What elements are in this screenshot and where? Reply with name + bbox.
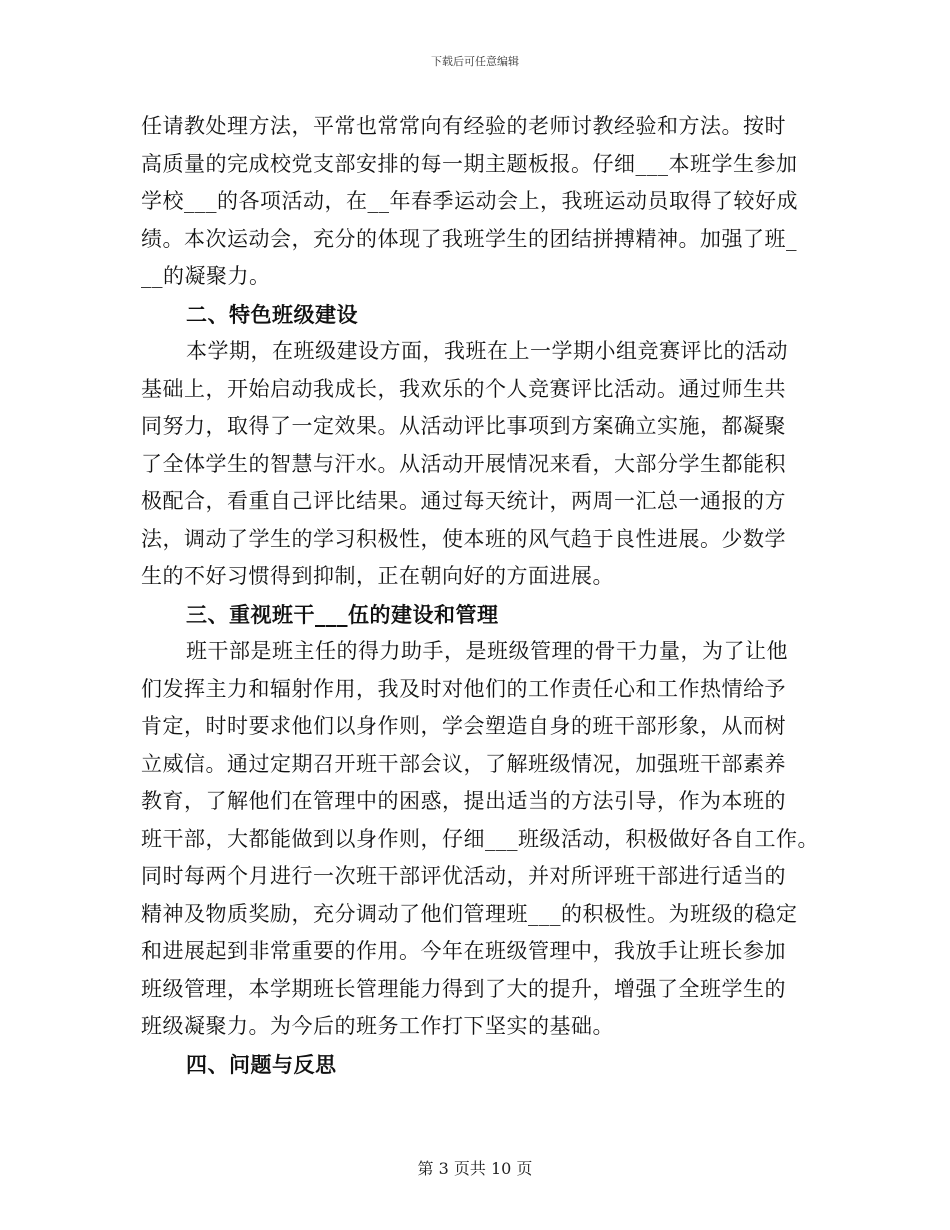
paragraph-line: 了全体学生的智慧与汗水。从活动开展情况来看，大部分学生都能积 xyxy=(141,451,786,476)
page-header: 下载后可任意编辑 xyxy=(431,55,519,68)
document-body xyxy=(141,108,821,1083)
paragraph-line: 们发挥主力和辐射作用，我及时对他们的工作责任心和工作热情给予 xyxy=(141,676,786,701)
paragraph-line: 基础上，开始启动我成长，我欢乐的个人竞赛评比活动。通过师生共 xyxy=(141,376,786,401)
paragraph-line: 同努力，取得了一定效果。从活动评比事项到方案确立实施，都凝聚 xyxy=(141,414,786,438)
paragraph-line: __的凝聚力。 xyxy=(141,264,271,288)
page-number: 第 3 页共 10 页 xyxy=(417,1159,533,1178)
paragraph-line: 高质量的完成校党支部安排的每一期主题板报。仔细___本班学生参加 xyxy=(141,151,798,176)
paragraph-line: 法，调动了学生的学习积极性，使本班的风气趋于良性进展。少数学 xyxy=(141,526,786,551)
paragraph-line: 同时每两个月进行一次班干部评优活动，并对所评班干部进行适当的 xyxy=(141,864,786,888)
section-heading: 三、重视班干___伍的建设和管理 xyxy=(186,601,499,627)
paragraph-line: 精神及物质奖励，充分调动了他们管理班___的积极性。为班级的稳定 xyxy=(141,901,798,926)
paragraph-line: 教育，了解他们在管理中的困惑，提出适当的方法引导，作为本班的 xyxy=(141,789,786,813)
paragraph-line: 和进展起到非常重要的作用。今年在班级管理中，我放手让班长参加 xyxy=(141,939,786,963)
paragraph-line: 绩。本次运动会，充分的体现了我班学生的团结拼搏精神。加强了班_ xyxy=(141,226,797,251)
paragraph-line: 班级凝聚力。为今后的班务工作打下坚实的基础。 xyxy=(141,1014,614,1038)
paragraph-line: 班干部是班主任的得力助手，是班级管理的骨干力量，为了让他 xyxy=(186,639,788,663)
paragraph-line: 立威信。通过定期召开班干部会议，了解班级情况，加强班干部素养 xyxy=(141,751,786,776)
paragraph-line: 肯定，时时要求他们以身作则，学会塑造自身的班干部形象，从而树 xyxy=(141,714,786,738)
section-heading: 四、问题与反思 xyxy=(186,1051,337,1077)
paragraph-line: 生的不好习惯得到抑制，正在朝向好的方面进展。 xyxy=(141,564,614,588)
paragraph-line: 班级管理，本学期班长管理能力得到了大的提升，增强了全班学生的 xyxy=(141,976,786,1001)
paragraph-line: 班干部，大都能做到以身作则，仔细___班级活动，积极做好各自工作。 xyxy=(141,826,819,851)
paragraph-line: 学校___的各项活动，在__年春季运动会上，我班运动员取得了较好成 xyxy=(141,189,798,213)
paragraph-line: 极配合，看重自己评比结果。通过每天统计，两周一汇总一通报的方 xyxy=(141,489,786,513)
paragraph-line: 任请教处理方法，平常也常常向有经验的老师讨教经验和方法。按时 xyxy=(141,114,786,138)
paragraph-line: 本学期，在班级建设方面，我班在上一学期小组竞赛评比的活动 xyxy=(186,339,788,363)
section-heading: 二、特色班级建设 xyxy=(186,301,358,327)
